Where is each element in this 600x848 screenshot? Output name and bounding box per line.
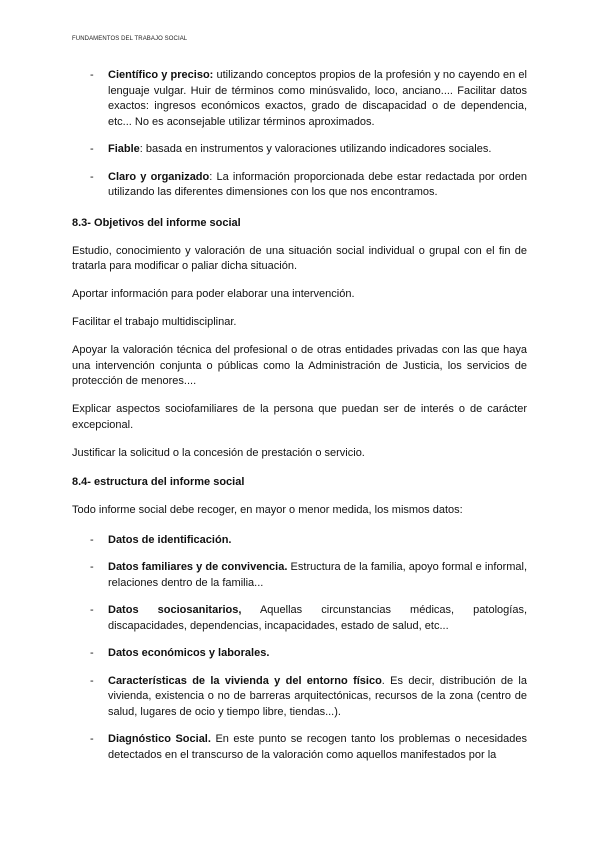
bullet-dash: -	[90, 143, 94, 155]
bullet-text: Aquellas circunstancias médicas, patologías, discapacidades, dependencias, incapacidades, estado de salud, etc...	[108, 604, 528, 632]
bullet-term: Datos económicos y laborales.	[108, 647, 270, 659]
list-item	[72, 533, 527, 549]
bullet-text: utilizando conceptos propios de la profesión y no cayendo en el lenguaje vulgar. Huir de términos como minúsvalido, loco, anciano.... Facilitar datos exactos: ingresos económicos exactos, grado de discapacidad o de dependencia, etc... No es aconsejable utilizar términos aproximados.	[108, 69, 527, 128]
bullet-term: Características de la vivienda y del entorno físico	[108, 674, 382, 687]
bullet-term: Fiable	[108, 143, 140, 155]
paragraph: Aportar información para poder elaborar una intervención.	[72, 288, 355, 300]
bullet-term: Datos sociosanitarios,	[108, 604, 242, 616]
bullet-dash: -	[90, 170, 94, 183]
bullet-dash: -	[90, 69, 94, 81]
list-item	[72, 560, 527, 591]
bullet-text: : basada en instrumentos y valoraciones utilizando indicadores sociales.	[139, 143, 492, 155]
bullet-text: : La información proporcionada debe estar redactada por orden utilizando las diferentes dimensiones con los que nos encontramos.	[108, 170, 527, 198]
bullet-term: Datos de identificación.	[108, 533, 232, 546]
paragraph: Explicar aspectos sociofamiliares de la persona que puedan ser de interés o de carácter excepcional.	[72, 403, 527, 431]
paragraph: Estudio, conocimiento y valoración de una situación social individual o grupal con el fin de tratarla para modificar o paliar dicha situación.	[72, 244, 527, 272]
bullet-text: En este punto se recogen tanto los problemas o necesidades detectados en el transcurso de la valoración como aquellos manifestados por la	[108, 733, 527, 761]
bullet-term: Claro y organizado	[108, 170, 210, 183]
bullet-dash: -	[90, 561, 94, 573]
bullet-text: . Es decir, distribución de la vivienda, existencia o no de barreras arquitectónicas, recursos de la zona (centro de salud, lugares de ocio y tiempo libre, tiendas...).	[108, 674, 527, 718]
bullet-term: Científico y preciso:	[108, 69, 214, 81]
section-heading-objetivos: 8.3- Objetivos del informe social	[72, 216, 241, 229]
page-header: FUNDAMENTOS DEL TRABAJO SOCIAL	[72, 36, 188, 42]
bullet-term: Diagnóstico Social.	[108, 733, 211, 745]
bullet-term: Datos familiares y de convivencia.	[108, 561, 288, 573]
list-item	[72, 646, 527, 662]
paragraph: Facilitar el trabajo multidisciplinar.	[72, 316, 237, 328]
paragraph: Apoyar la valoración técnica del profesional o de otras entidades privadas con las que haya una intervención conjunta o públicas como la Administración de Justicia, los servicios de protección de menores....	[72, 344, 527, 387]
bullet-dash: -	[90, 674, 94, 687]
list-item	[72, 170, 527, 201]
bullet-dash: -	[90, 647, 94, 659]
bullet-text: Estructura de la familia, apoyo formal e informal, relaciones dentro de la familia...	[108, 561, 528, 589]
list-item	[72, 142, 527, 158]
bullet-dash: -	[90, 604, 94, 616]
paragraph: Justificar la solicitud o la concesión de prestación o servicio.	[72, 446, 365, 459]
bullet-dash: -	[90, 533, 94, 546]
list-item	[72, 732, 527, 763]
list-item	[72, 674, 527, 721]
document-body	[72, 68, 527, 775]
list-item	[72, 603, 527, 634]
bullet-dash: -	[90, 733, 94, 745]
paragraph-intro: Todo informe social debe recoger, en mayor o menor medida, los mismos datos:	[72, 504, 463, 516]
section-heading-estructura: 8.4- estructura del informe social	[72, 476, 245, 488]
list-item	[72, 68, 527, 130]
